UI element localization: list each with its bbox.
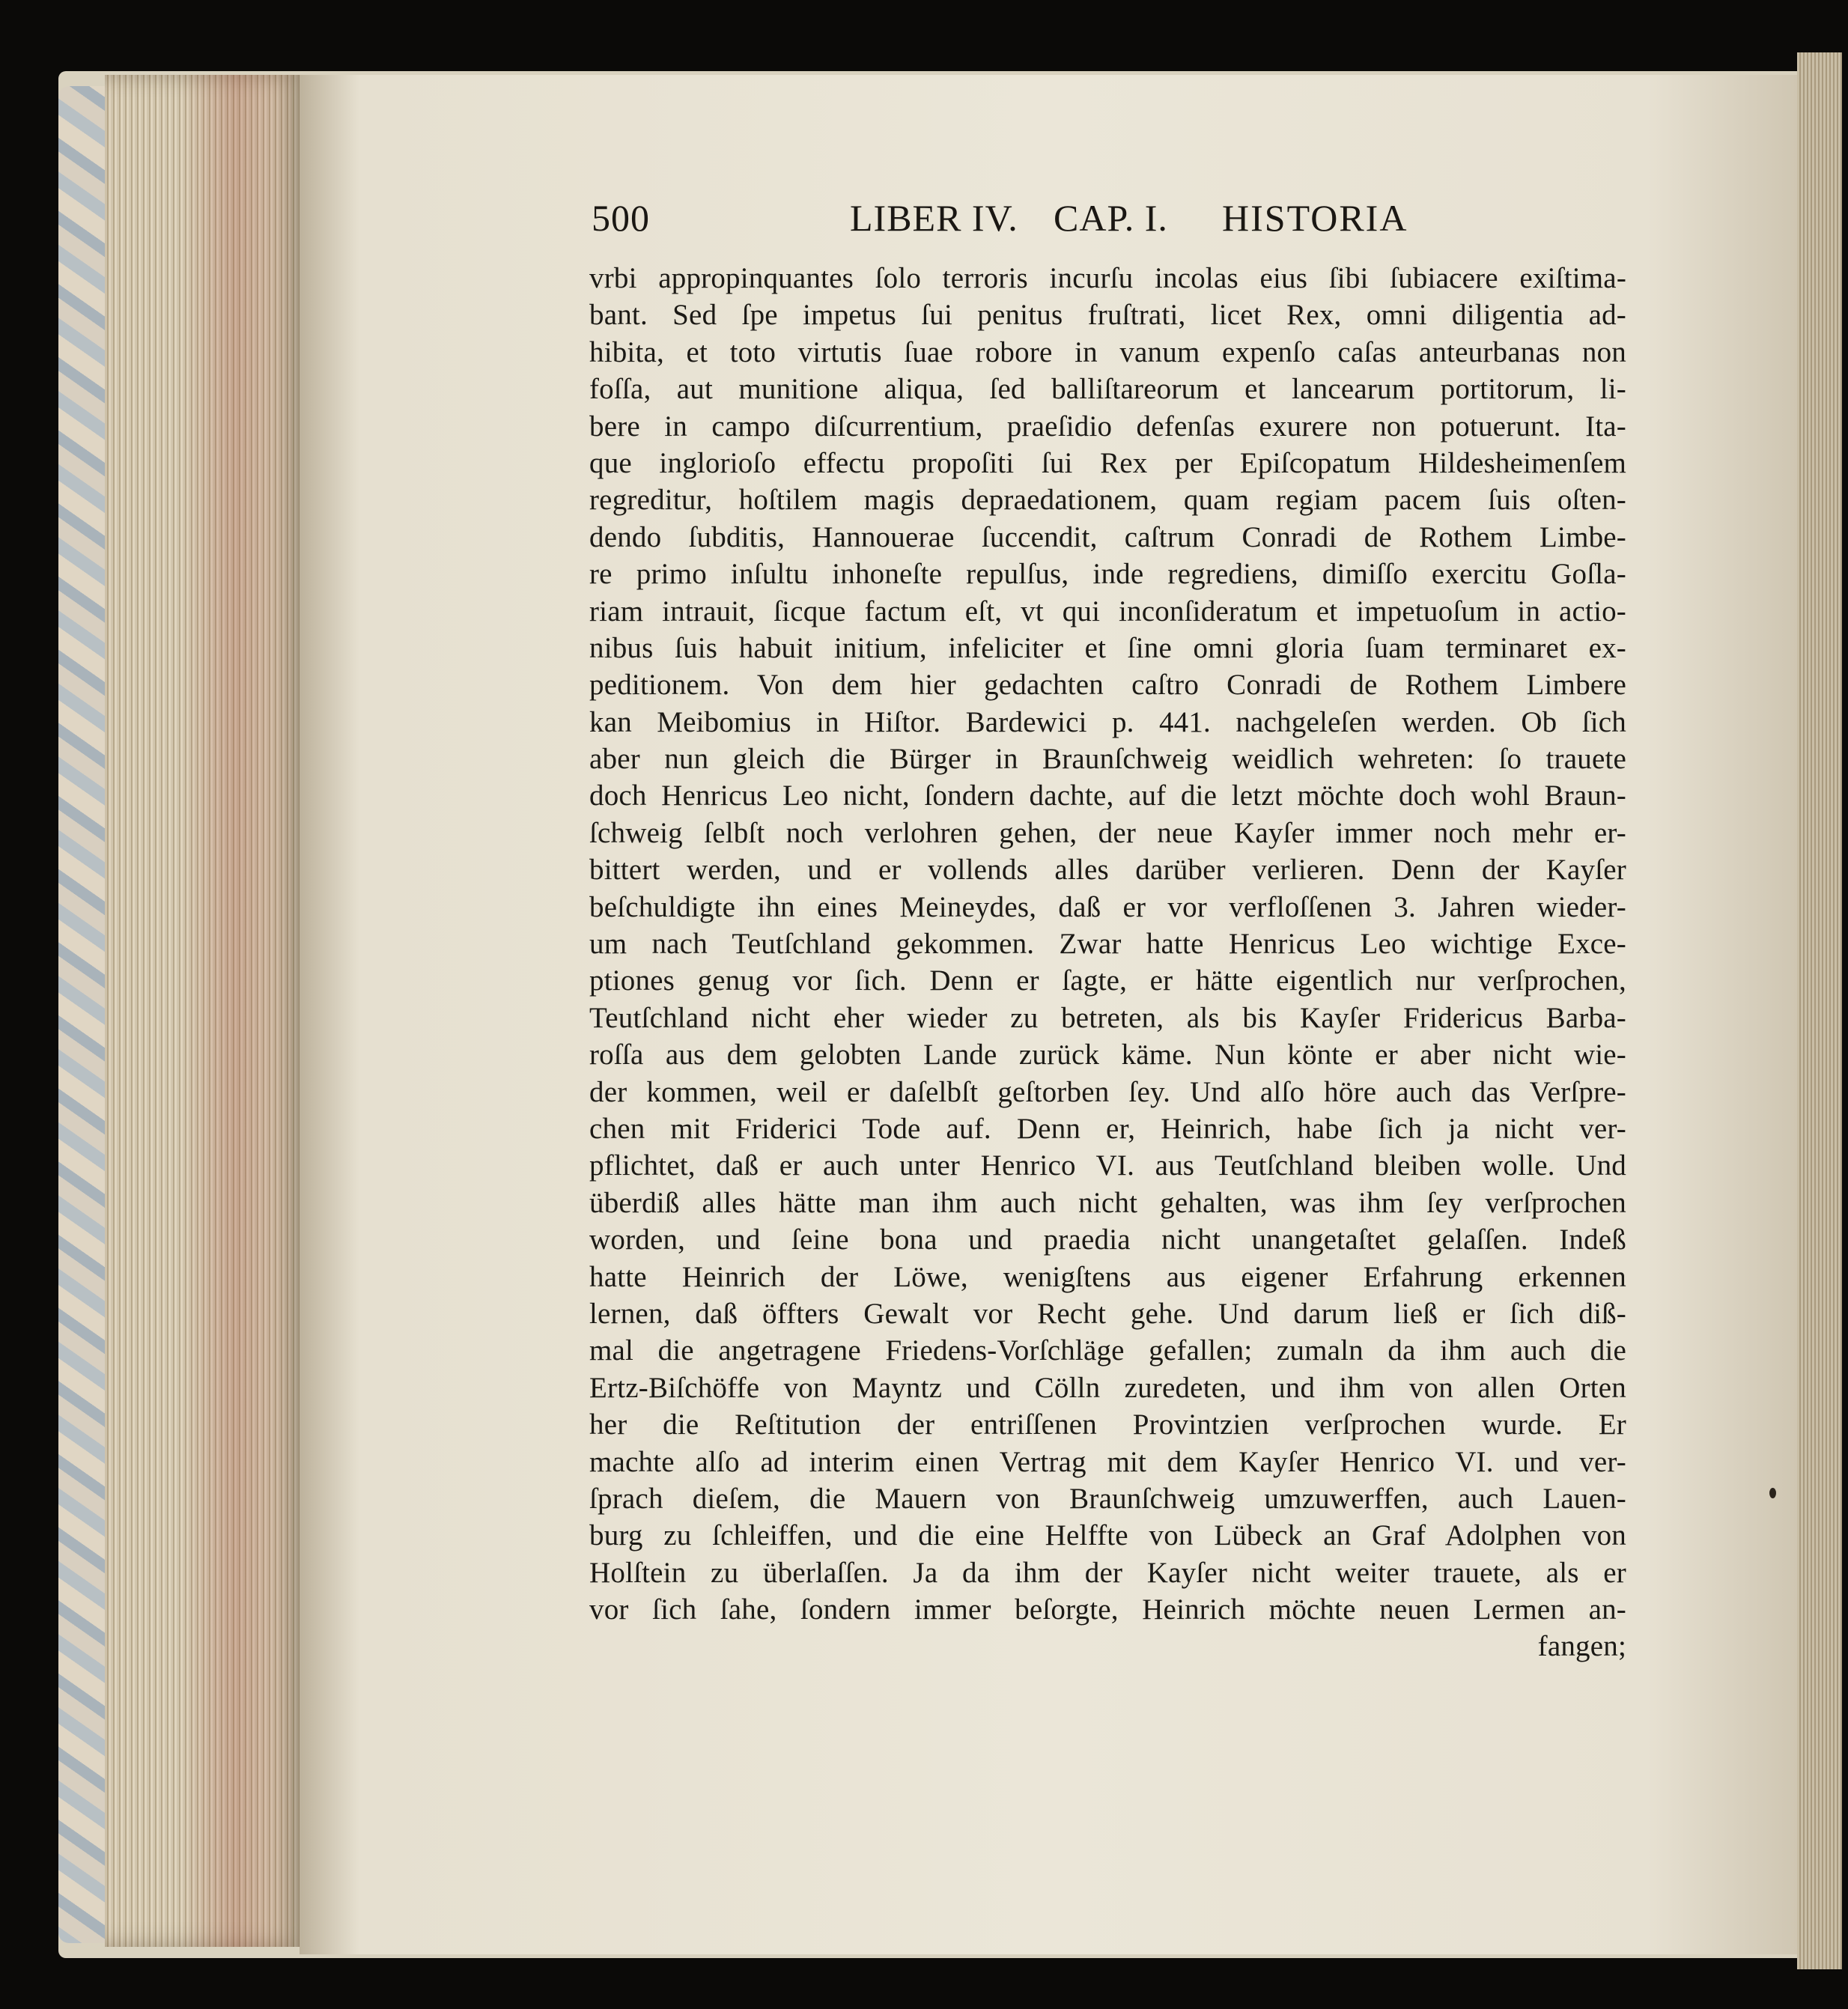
text-line: peditionem. Von dem hier gedachten caſtro Conradi de Rothem Limbere xyxy=(589,669,1626,702)
text-line: ſchweig ſelbſt noch verlohren gehen, der neue Kayſer immer noch mehr er- xyxy=(589,816,1626,849)
text-line: dendo ſubditis, Hannouerae ſuccendit, caſtrum Conradi de Rothem Limbe- xyxy=(589,520,1626,553)
chapter-label: CAP. I. xyxy=(1054,197,1168,239)
text-line: her die Reſtitution der entriſſenen Provintzien verſprochen wurde. Er xyxy=(589,1408,1626,1441)
book-label: LIBER IV. xyxy=(850,197,1018,239)
text-line: hatte Heinrich der Löwe, wenigſtens aus eigener Erfahrung erkennen xyxy=(589,1260,1626,1293)
text-line: bittert werden, und er vollends alles darüber verlieren. Denn der Kayſer xyxy=(589,854,1626,887)
text-line: Holſtein zu überlaſſen. Ja da ihm der Kayſer nicht weiter trauete, als er xyxy=(589,1556,1626,1589)
text-line: bant. Sed ſpe impetus ſui penitus fruſtrati, licet Rex, omni diligentia ad- xyxy=(589,299,1626,332)
text-line: beſchuldigte ihn eines Meineydes, daß er vor verfloſſenen 3. Jahren wieder- xyxy=(589,890,1626,923)
page-number: 500 xyxy=(592,197,650,239)
page-edges-tint xyxy=(180,75,292,1947)
body-text xyxy=(589,260,1626,1665)
text-line: machte alſo ad interim einen Vertrag mit dem Kayſer Henrico VI. und ver- xyxy=(589,1445,1626,1478)
text-line: chen mit Friderici Tode auf. Denn er, Heinrich, habe ſich ja nicht ver- xyxy=(589,1112,1626,1145)
text-line: um nach Teutſchland gekommen. Zwar hatte Henricus Leo wichtige Exce- xyxy=(589,928,1626,961)
text-line: mal die angetragene Friedens-Vorſchläge gefallen; zumaln da ihm auch die xyxy=(589,1334,1626,1367)
catchword: fangen; xyxy=(1537,1630,1626,1663)
text-line: regreditur, hoſtilem magis depraedationem, quam regiam pacem ſuis oſten- xyxy=(589,484,1626,517)
text-line: aber nun gleich die Bürger in Braunſchweig weidlich wehreten: ſo trauete xyxy=(589,743,1626,776)
text-line: lernen, daß öffters Gewalt vor Recht gehe. Und darum ließ er ſich diß- xyxy=(589,1297,1626,1330)
text-line: überdiß alles hätte man ihm auch nicht gehalten, was ihm ſey verſprochen xyxy=(589,1186,1626,1219)
text-line: re primo inſultu inhoneſte repulſus, inde regrediens, dimiſſo exercitu Goſla- xyxy=(589,558,1626,591)
marbled-edge xyxy=(58,86,111,1943)
ink-spot xyxy=(1769,1488,1776,1498)
text-line: der kommen, weil er daſelbſt geſtorben ſey. Und alſo höre auch das Verſpre- xyxy=(589,1075,1626,1108)
text-line: vrbi appropinquantes ſolo terroris incurſu incolas eius ſibi ſubiacere exiſtima- xyxy=(589,262,1626,294)
text-line: vor ſich ſahe, ſondern immer beſorgte, Heinrich möchte neuen Lermen an- xyxy=(589,1593,1626,1626)
text-line: foſſa, aut munitione aliqua, ſed balliſtareorum et lancearum portitorum, li- xyxy=(589,373,1626,406)
text-line: doch Henricus Leo nicht, ſondern dachte, auf die letzt möchte doch wohl Braun- xyxy=(589,779,1626,812)
text-line: ſprach dieſem, die Mauern von Braunſchweig umzuwerffen, auch Lauen- xyxy=(589,1482,1626,1515)
text-line: nibus ſuis habuit initium, infeliciter et ſine omni gloria ſuam terminaret ex- xyxy=(589,631,1626,664)
page-edges-right xyxy=(1797,52,1842,1969)
running-head xyxy=(592,196,1490,256)
text-line: worden, und ſeine bona und praedia nicht unangetaſtet gelaſſen. Indeß xyxy=(589,1224,1626,1256)
text-line: pflichtet, daß er auch unter Henrico VI. aus Teutſchland bleiben wolle. Und xyxy=(589,1149,1626,1182)
text-line: ptiones genug vor ſich. Denn er ſagte, er hätte eigentlich nur verſprochen, xyxy=(589,964,1626,997)
text-line: que inglorioſo effectu propoſiti ſui Rex per Epiſcopatum Hildesheimenſem xyxy=(589,446,1626,479)
text-line: kan Meibomius in Hiſtor. Bardewici p. 441. nachgeleſen werden. Ob ſich xyxy=(589,705,1626,738)
text-line: bere in campo diſcurrentium, praeſidio defenſas exurere non potuerunt. Ita- xyxy=(589,410,1626,443)
running-title: HISTORIA xyxy=(1222,197,1408,239)
text-line: Teutſchland nicht eher wieder zu betreten, als bis Kayſer Fridericus Barba- xyxy=(589,1001,1626,1034)
text-line: hibita, et toto virtutis ſuae robore in vanum expenſo caſas anteurbanas non xyxy=(589,335,1626,368)
text-line: Ertz-Biſchöffe von Mayntz und Cölln zuredeten, und ihm von allen Orten xyxy=(589,1371,1626,1404)
text-line: riam intrauit, ſicque factum eſt, vt qui inconſideratum et impetuoſum in actio- xyxy=(589,595,1626,627)
text-line: burg zu ſchleiffen, und die eine Helffte von Lübeck an Graf Adolphen von xyxy=(589,1519,1626,1552)
text-line: roſſa aus dem gelobten Lande zurück käme. Nun könte er aber nicht wie- xyxy=(589,1039,1626,1072)
